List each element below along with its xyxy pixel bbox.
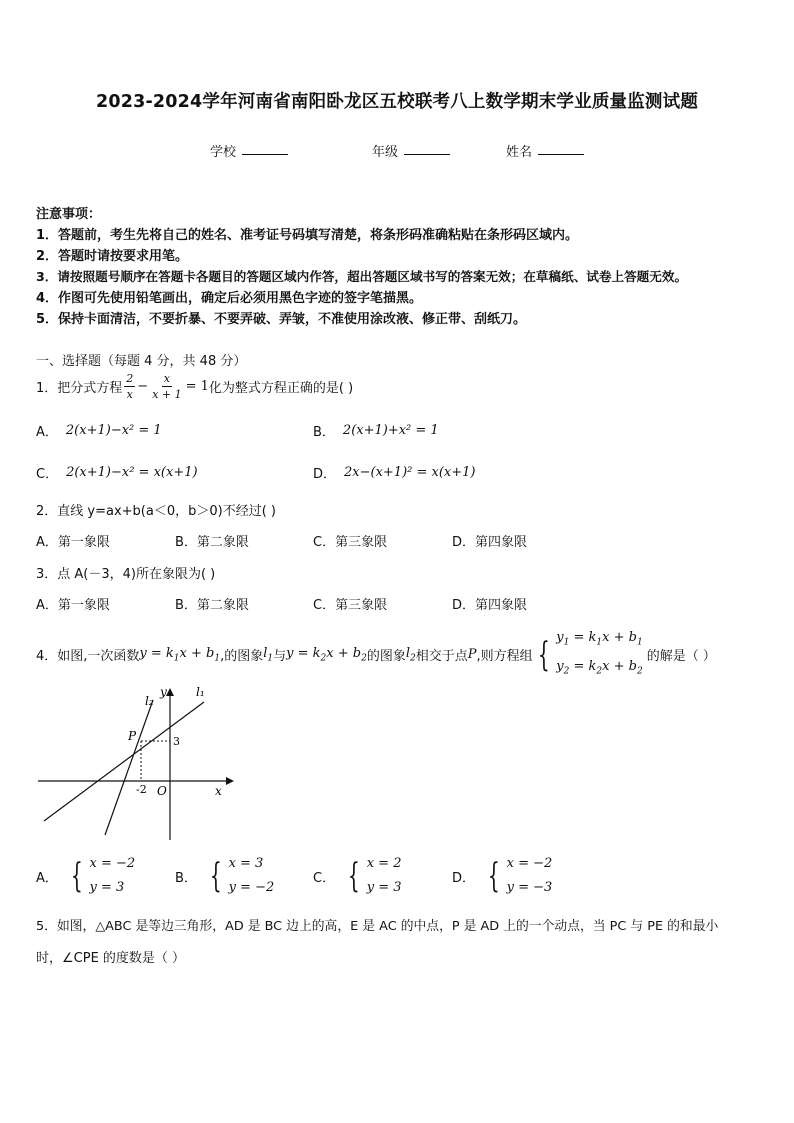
question-5-line2: 时，∠CPE 的度数是（ ） [36, 951, 186, 966]
q4-option-a[interactable]: A． { x = −2 y = 3 [36, 856, 136, 896]
q2-option-c[interactable]: C．第三象限 [313, 535, 388, 550]
school-field[interactable] [210, 141, 288, 160]
x-axis-arrow [226, 777, 234, 785]
page-title: 2023-2024学年河南省南阳卧龙区五校联考八上数学期末学业质量监测试题 [95, 92, 699, 112]
name-field[interactable] [506, 141, 584, 160]
q1-option-a[interactable]: A． 2(x+1)−x² = 1 [36, 423, 162, 440]
question-3-stem: 3．点 A(－3，4)所在象限为( ) [36, 567, 216, 582]
label-3: 3 [173, 735, 180, 748]
label-l2: l₂ [145, 694, 154, 708]
section-heading: 一、选择题（每题 4 分，共 48 分） [36, 354, 247, 369]
q2-option-a[interactable]: A．第一象限 [36, 535, 110, 550]
name-blank[interactable] [538, 141, 584, 155]
fraction-x-over-x-plus-1: $\frac{x}{x + 1}$ [152, 372, 182, 401]
q1-option-b[interactable]: B． 2(x+1)+x² = 1 [313, 423, 439, 440]
label-y: y [160, 685, 167, 699]
name-label: 姓名 [506, 145, 533, 160]
q2-option-b[interactable]: B．第二象限 [175, 535, 249, 550]
q3-option-b[interactable]: B．第二象限 [175, 598, 249, 613]
notice-item: 4．作图可先使用铅笔画出，确定后必须用黑色字迹的签字笔描黑。 [36, 291, 423, 306]
school-blank[interactable] [242, 141, 288, 155]
label-p: P [128, 729, 137, 743]
question-4-stem: 4．如图,一次函数 $y = k_1x + b_1$ ,的图象 $l_1$ 与 $y = k_2x + b_2$ 的图象 $l_2$ 相交于点 P ,则方程组 { $y_1 = k_1x + b_1$ $y_2 = k_2x + b_2$ 的解是（ ） [36, 626, 716, 683]
q2-option-d[interactable]: D．第四象限 [452, 535, 528, 550]
notice-item: 3．请按照题号顺序在答题卡各题目的答题区域内作答，超出答题区域书写的答案无效；在草稿纸、试卷上答题无效。 [36, 269, 688, 284]
q3-option-d[interactable]: D．第四象限 [452, 598, 528, 613]
line-l2 [105, 700, 153, 835]
notice-heading: 注意事项： [36, 207, 102, 222]
label-neg2: -2 [136, 783, 147, 796]
grade-label: 年级 [372, 145, 399, 160]
label-l1: l₁ [196, 685, 205, 699]
q4-option-d[interactable]: D． { x = −2 y = −3 [452, 856, 553, 896]
question-5-line1: 5．如图，△ABC 是等边三角形，AD 是 BC 边上的高，E 是 AC 的中点，P 是 AD 上的一个动点，当 PC 与 PE 的和最小 [36, 919, 719, 934]
y-axis-arrow [166, 688, 174, 696]
notice-item: 1．答题前，考生先将自己的姓名、准考证号码填写清楚，将条形码准确粘贴在条形码区域内。 [36, 228, 579, 243]
q3-option-a[interactable]: A．第一象限 [36, 598, 110, 613]
q3-option-c[interactable]: C．第三象限 [313, 598, 388, 613]
notice-item: 2．答题时请按要求用笔。 [36, 249, 189, 264]
q4-option-c[interactable]: C． { x = 2 y = 3 [313, 856, 402, 896]
line-graph [36, 680, 236, 845]
grade-blank[interactable] [404, 141, 450, 155]
notice-item: 5．保持卡面清洁，不要折暴、不要弄破、弄皱，不准使用涂改液、修正带、刮纸刀。 [36, 312, 527, 327]
label-origin: O [157, 784, 167, 798]
q1-option-c[interactable]: C． 2(x+1)−x² = x(x+1) [36, 465, 198, 482]
q1-option-d[interactable]: D． 2x−(x+1)² = x(x+1) [313, 465, 476, 482]
question-1-stem: 1．把分式方程 $\frac{2}{x}$ − $\frac{x}{x + 1}$ = 1 化为整式方程正确的是( ) [36, 372, 354, 401]
equation-system: { $y_1 = k_1x + b_1$ $y_2 = k_2x + b_2$ [537, 630, 643, 677]
grade-field[interactable] [372, 141, 450, 160]
fraction-2-over-x: $\frac{2}{x}$ [126, 372, 134, 401]
q4-option-b[interactable]: B． { x = 3 y = −2 [175, 856, 275, 896]
line-l1 [44, 702, 204, 821]
label-x: x [215, 784, 222, 798]
school-label: 学校 [210, 145, 237, 160]
question-2-stem: 2．直线 y=ax+b(a＜0，b＞0)不经过( ) [36, 504, 276, 519]
